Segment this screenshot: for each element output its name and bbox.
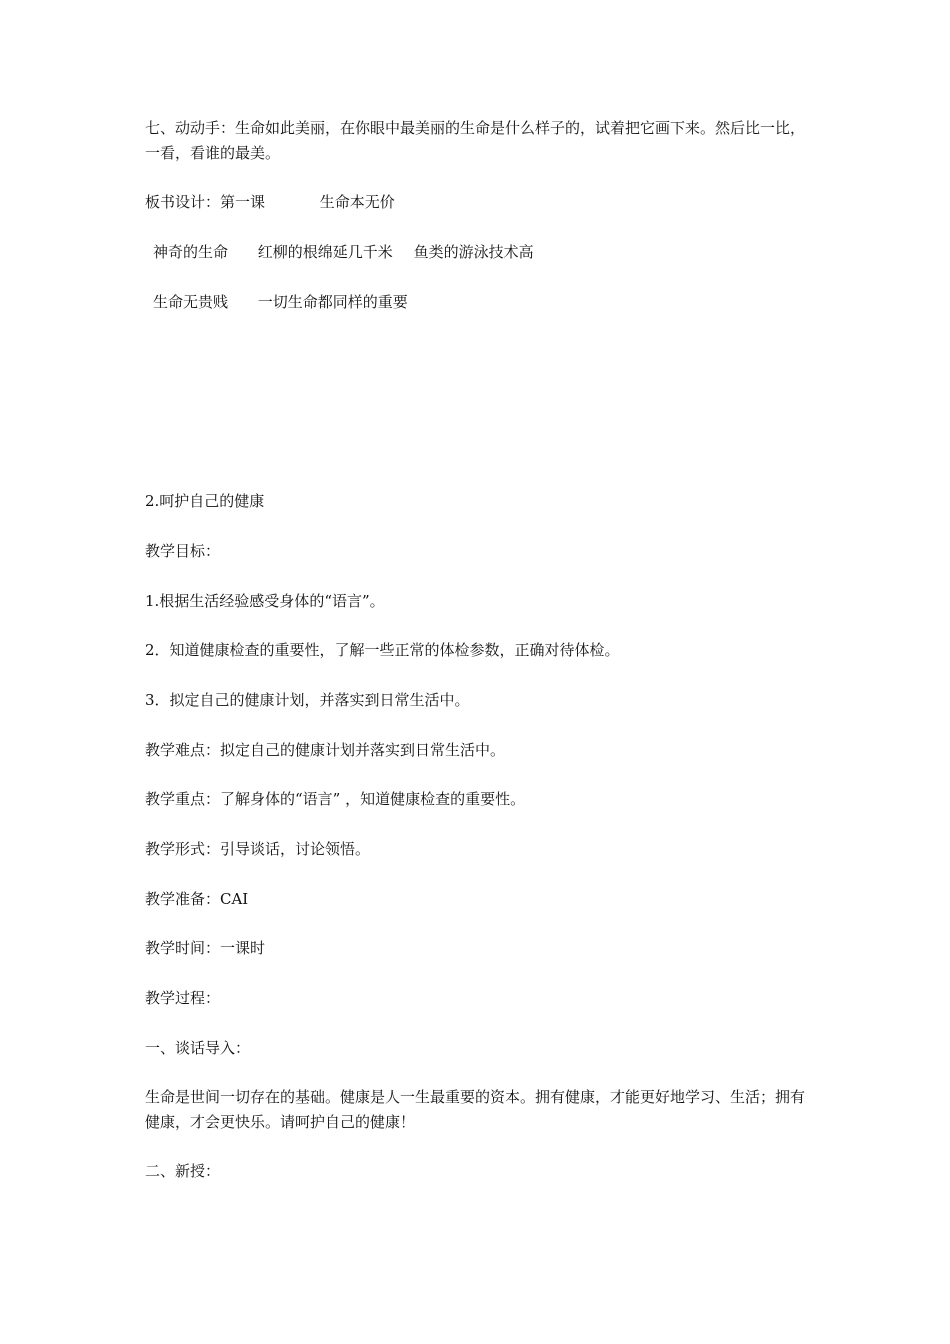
lesson-title: 2.呵护自己的健康 [145, 492, 265, 510]
board-row-2 [153, 290, 818, 315]
teaching-time: 教学时间：一课时 [145, 939, 266, 957]
goal-1: 1.根据生活经验感受身体的“语言”。 [145, 592, 385, 610]
teaching-preparation: 教学准备：CAI [145, 890, 249, 908]
board-design-line [145, 190, 810, 215]
step-1-paragraph: 生命是世间一切存在的基础。健康是人一生最重要的资本。拥有健康，才能更好地学习、生活；拥有健康，才会更快乐。请呵护自己的健康！ [145, 1088, 806, 1131]
activity-paragraph: 七、动动手：生命如此美丽，在你眼中最美丽的生命是什么样子的，试着把它画下来。然后比一比，一看，看谁的最美。 [145, 119, 806, 162]
board-row-1-head: 神奇的生命 [153, 243, 229, 261]
board-row-1 [153, 240, 818, 265]
goal-3: 3．拟定自己的健康计划，并落实到日常生活中。 [145, 691, 470, 709]
board-design-title: 生命本无价 [319, 193, 395, 211]
teaching-difficulty: 教学难点：拟定自己的健康计划并落实到日常生活中。 [145, 741, 506, 759]
step-2-label: 二、新授： [145, 1162, 221, 1180]
board-design-label: 板书设计：第一课 [145, 193, 266, 211]
teaching-form: 教学形式：引导谈话，讨论领悟。 [145, 840, 371, 858]
board-row-2-item-1: 一切生命都同样的重要 [257, 293, 408, 311]
board-row-1-item-1: 红柳的根绵延几千米 [257, 243, 393, 261]
goal-2: 2．知道健康检查的重要性，了解一些正常的体检参数，正确对待体检。 [145, 641, 620, 659]
process-label: 教学过程： [145, 989, 221, 1007]
board-row-1-item-2: 鱼类的游泳技术高 [413, 243, 534, 261]
teaching-key-point: 教学重点：了解身体的“语言” ，知道健康检查的重要性。 [145, 790, 526, 808]
goals-label: 教学目标： [145, 542, 221, 560]
step-1-label: 一、谈话导入： [145, 1039, 251, 1057]
board-row-2-head: 生命无贵贱 [153, 293, 229, 311]
